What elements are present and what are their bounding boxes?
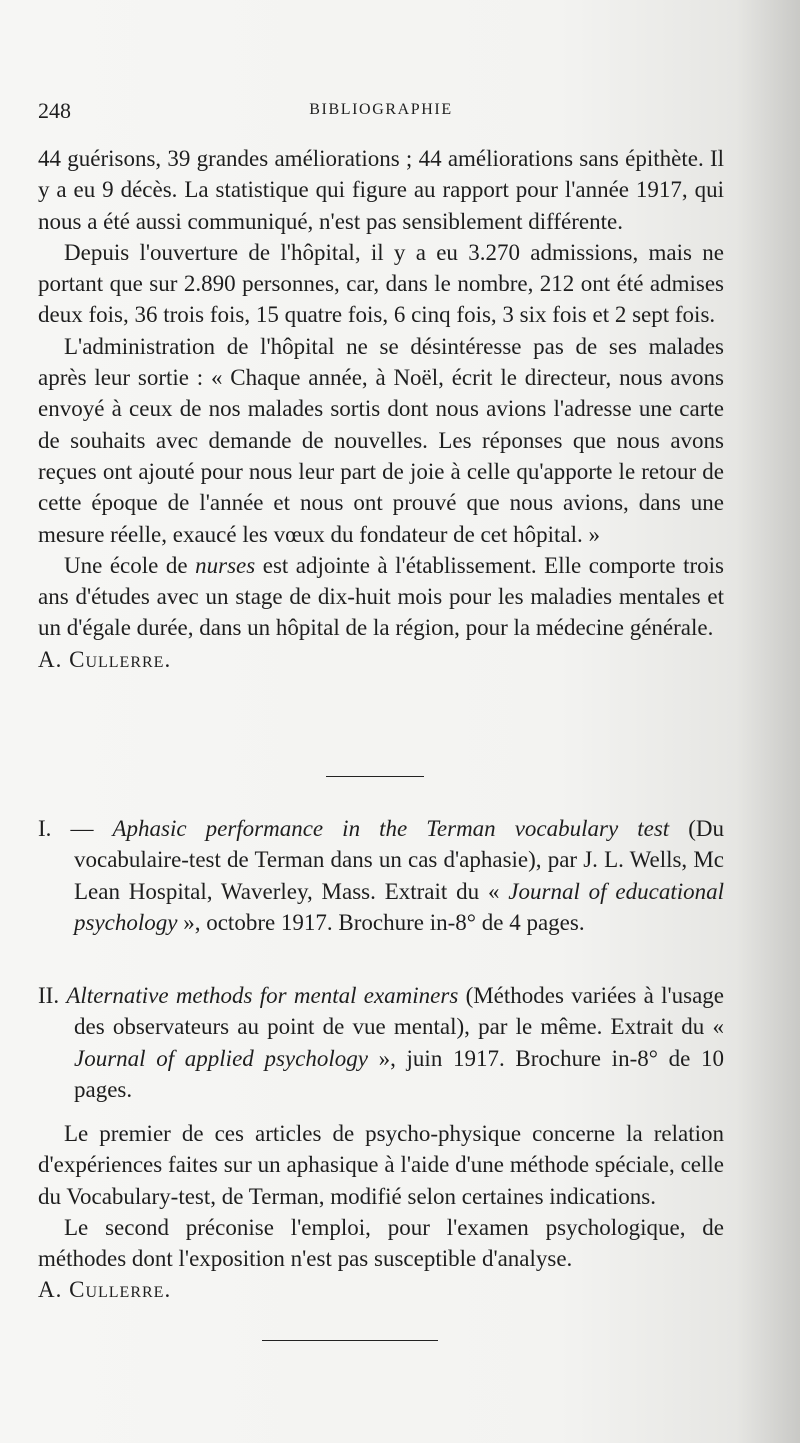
review-2 [38,1118,724,1306]
ref2-text2: », juin 1917. Brochure in-8° de 10 pages. [74,1045,724,1102]
paragraph-statistics: 44 guérisons, 39 grandes améliorations ; 44 améliorations sans épithète. Il y a eu 9 décès. La statistique qui figure au rapport pour l'année 1917, qui nous a été aussi communiqué, n'est pas sensiblement différente. [38,146,724,234]
paragraph-administration: L'administration de l'hôpital ne se désintéresse pas de ses malades après leur sortie : « Chaque année, à Noël, écrit le directeur, nous avons envoyé à ceux de nos malades sortis dont nous avions l'adresse une carte de souhaits avec demande de nouvelles. Les réponses que nous avons reçues ont ajouté pour nous leur part de joie à celle qu'apporte le retour de cette époque de l'année et nous ont prouvé que nous avions, dans une mesure réelle, exaucé les vœux du fondateur de cet hôpital. » [38,333,724,547]
page-number: 248 [38,98,71,123]
paragraph-admissions: Depuis l'ouverture de l'hôpital, il y a eu 3.270 admissions, mais ne portant que sur 2.890 personnes, car, dans le nombre, 212 ont été admises deux fois, 36 trois fois, 15 quatre fois, 6 cinq fois, 3 six fois et 2 sept fois. [38,239,724,328]
reference-2-text [38,980,725,1105]
ref1-journal: Journal of educational psychology [74,878,724,935]
ref1-number: I. — [38,816,113,841]
paragraph-nursing-school [38,550,724,644]
paragraph-first-article: Le premier de ces articles de psycho-physique concerne la relation d'expériences faites sur un aphasique à l'aide d'une méthode spéciale, celle du Vocabulary-test, de Terman, modifié selon certaines indications. [38,1121,724,1209]
reference-2 [38,980,725,1105]
separator-rule-2 [262,1340,438,1341]
ref2-number: II. [38,983,67,1008]
ref1-text2: », octobre 1917. Brochure in-8° de 4 pages. [177,909,585,935]
ref2-journal: Journal of applied psychology [74,1045,368,1071]
page-header [38,98,724,128]
review-1 [38,143,724,675]
reference-1 [38,813,724,938]
p4-before: Une école de [64,552,196,578]
p4-after: est adjointe à l'établissement. Elle comporte trois ans d'études avec un stage de dix-huit mois pour les maladies mentales et un d'égale durée, dans un hôpital de la région, pour la médecine générale. [38,552,725,641]
p4-italic: nurses [195,552,256,578]
paragraph-second-article: Le second préconise l'emploi, pour l'examen psychologique, de méthodes dont l'exposition n'est pas susceptible d'analyse. [38,1214,724,1272]
ref2-title: Alternative methods for mental examiners [66,983,459,1008]
reference-1-text [38,813,724,938]
ref1-text1: (Du vocabulaire-test de Terman dans un cas d'aphasie), par J. L. Wells, Mc Lean Hospital, Waverley, Mass. Extrait du « [74,816,724,904]
ref1-title: Aphasic performance in the Terman vocabulary test [112,816,670,841]
signature-2: A. Cullerre. [38,1277,172,1303]
separator-rule-1 [326,776,424,777]
running-head: BIBLIOGRAPHIE [309,101,453,118]
signature-1: A. Cullerre. [38,646,172,672]
ref2-text1: (Méthodes variées à l'usage des observateurs au point de vue mental), par le même. Extrait du « [74,983,725,1040]
